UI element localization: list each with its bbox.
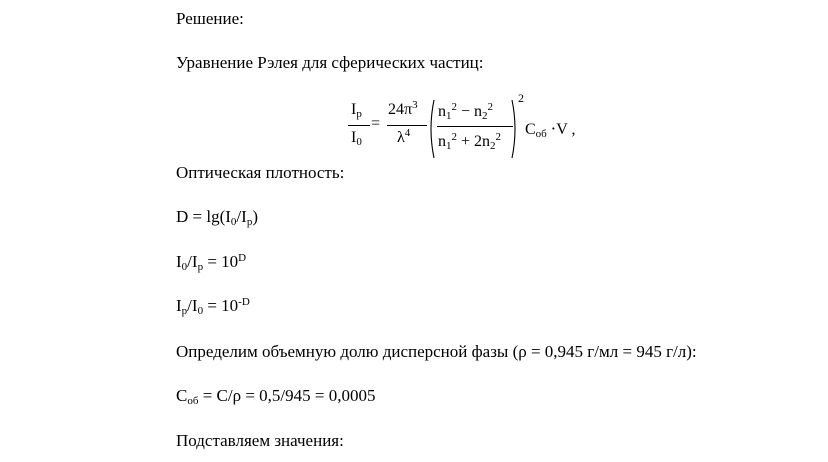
equation-inverse-ratio: $I_p/I_0 = 10^{-D}$ — [176, 296, 250, 317]
volume-fraction-caption: Определим объемную долю дисперсной фазы (ρ = 0,945 г/мл = 945 г/л): — [176, 342, 697, 361]
coefficient-denominator: $\lambda^4$ — [397, 127, 411, 146]
coefficient-fraction-bar — [387, 125, 427, 126]
coefficient-numerator: $24\pi^3$ — [388, 99, 418, 118]
lhs-fraction-bar — [348, 125, 370, 126]
outer-exponent: 2 — [518, 91, 524, 105]
right-parenthesis — [511, 99, 519, 159]
lhs-numerator: $I_p$ — [351, 101, 362, 120]
rayleigh-formula — [345, 91, 605, 165]
inner-numerator: $n_1^2 - n_2^2$ — [438, 101, 494, 122]
equals-sign: = — [371, 115, 381, 132]
left-parenthesis — [427, 99, 435, 159]
substitute-caption: Подставляем значения: — [176, 431, 344, 450]
equation-density: $D = \lg(I_0/I_p)$ — [176, 207, 258, 228]
lhs-denominator: $I_0$ — [351, 129, 362, 148]
rayleigh-equation-caption: Уравнение Рэлея для сферических частиц: — [176, 53, 484, 72]
inner-denominator: $n_1^2 + 2n_2^2$ — [438, 131, 502, 152]
heading-solution: Решение: — [176, 9, 244, 28]
optical-density-caption: Оптическая плотность: — [176, 163, 345, 182]
equation-volume-fraction: $C_{об} = C/\rho = 0,5/945 = 0,0005$ — [176, 386, 376, 407]
inner-fraction-bar — [437, 126, 513, 127]
formula-tail: $C_{об} \cdot V$ , — [525, 121, 576, 140]
equation-ratio-power: $I_0/I_p = 10^D$ — [176, 252, 247, 273]
